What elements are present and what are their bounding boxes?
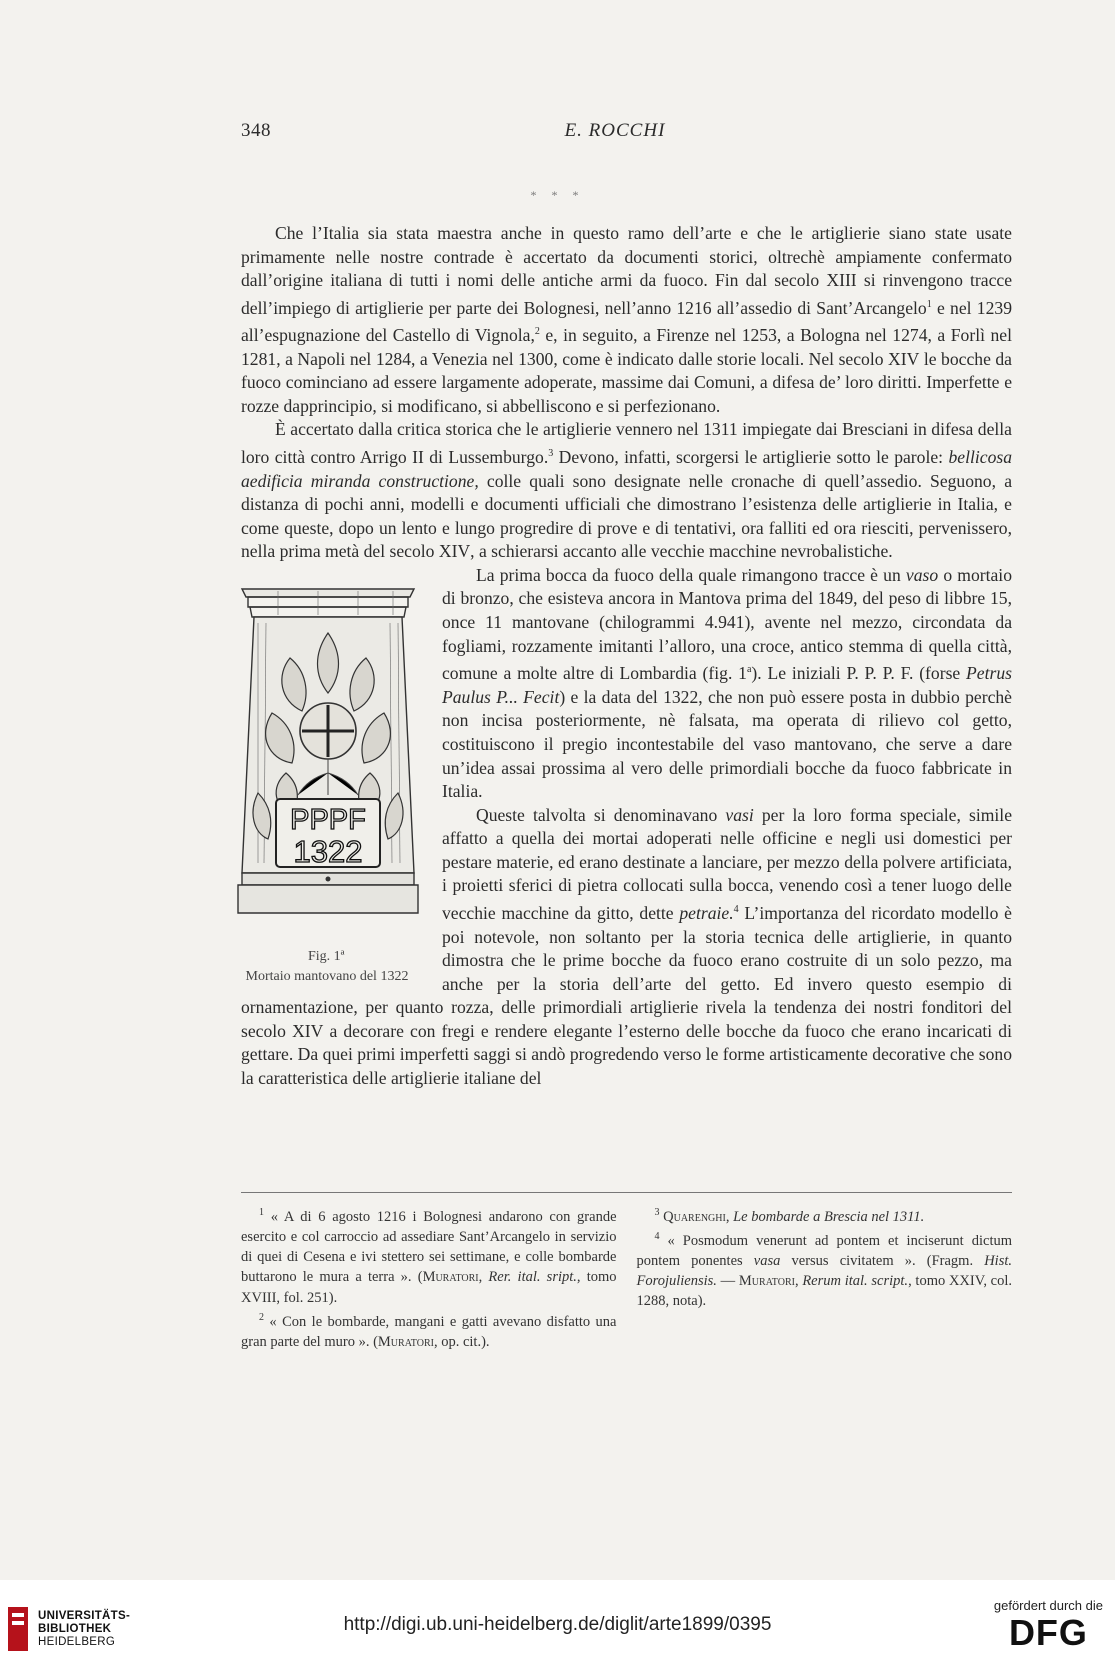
- paragraph-4: Queste talvolta si denominavano vasi per la loro forma speciale, simile affatto a quella dei mortai adoperati nelle officine e negli usi domestici per pestare materie, ed erano destinate a lanciare, per mezzo della polvere artificiata, i proietti sferici di pietra collocati sulla bocca, venendo così a tener luogo delle vecchie macchine da gitto, dette petraie.$^4$ L’importanza del ricordato modello è poi notevole, non soltanto per la storia tecnica delle artiglierie, in quanto dimostra che le prime bocche da fuoco erano costruite di un solo pezzo, ma anche per la storia dell’arte del getto. Ed invero questo esempio di ornamentazione, per quanto rozza, delle primordiali artiglierie rivela la tendenza dei nostri fonditori del secolo XIV a decorare con fregi e rendere elegante l’esterno delle bocche da fuoco che erano incaricati di gettare. Da quei primi imperfetti saggi si andò progredendo verso le forme artisticamente decorative che sono la caratteristica delle artiglierie italiane del: [241, 804, 1013, 1089]
- library-name-line-1: UNIVERSITÄTS-: [38, 1609, 131, 1622]
- paragraph-1: Che l’Italia sia stata maestra anche in questo ramo dell’arte e che le artiglierie siano state usate primamente nelle nostre contrade è accertato da documenti storici, oltrechè ampiamente confermato dall’origine italiana di tutti i nomi delle antiche armi da fuoco. Fin dal secolo XIII si rinvengono tracce dell’impiego di artiglierie per parte dei Bolognesi, nell’anno 1216 all’assedio di Sant’Arcangelo$^1$ e nel 1239 all’espugnazione del Castello di Vignola,$^2$ e, in seguito, a Firenze nel 1253, a Bologna nel 1274, a Forlì nel 1281, a Napoli nel 1284, a Venezia nel 1300, come è indicato dalle storie locali. Nel secolo XIV le bocche da fuoco cominciano ad essere largamente adoperate, massime dai Comuni, a difesa de’ loro diritti. Imperfette e rozze dapprincipio, si modificano, si abbelliscono e si perfezionano.: [241, 223, 1013, 416]
- footnote-1: $^1$ « A di 6 agosto 1216 i Bolognesi andarono con grande esercito e col carroccio ad assediare Sant’Arcangelo in servizio di quei di Cesena e ivi stettero sei settimane, e colle bombarde buttarono le mura a terra ». (Muratori, Rer. ital. sript., tomo XVIII, fol. 251).: [241, 1207, 617, 1306]
- paragraph-3: La prima bocca da fuoco della quale rimangono tracce è un vaso o mortaio di bronzo, che esisteva ancora in Mantova prima del 1849, del peso di libbre 15, once 11 mantovane (chilogrammi 4.941), avente nel mezzo, circondata da fogliami, rozzamente imitanti l’alloro, una croce, antico stemma di quella città, comune a molte altre di Lombardia (fig. 1$^a$). Le iniziali P. P. P. F. (forse Petrus Paulus P... Fecit) e la data del 1322, che non può essere posta in dubbio perchè non incisa posteriormente, nè falsata, ma operata di rilievo col getto, costituiscono il pregio incontestabile del vaso mantovano, che serve a dare un’idea assai prossima al vero delle primordiali bocche da fuoco fabbricate in Italia.: [442, 564, 1012, 802]
- footnote-ref: 1: [926, 298, 932, 310]
- inscription-initials: PPPF: [290, 803, 366, 836]
- main-text: [241, 222, 1012, 1091]
- dfg-logo-text: DFG: [1008, 1612, 1088, 1653]
- footnotes-right-column: [637, 1203, 1013, 1352]
- source-url-link[interactable]: http://digi.ub.uni-heidelberg.de/diglit/arte1899/0395: [343, 1614, 772, 1635]
- inscription-date: 1322: [293, 833, 363, 869]
- footnote-ref: 4: [733, 904, 739, 916]
- figure-label: Fig. 1ª: [308, 948, 345, 964]
- library-name-line-2: BIBLIOTHEK: [38, 1622, 112, 1635]
- figure-caption: Mortaio mantovano del 1322: [245, 968, 409, 984]
- funder-logo[interactable]: [994, 1598, 1103, 1653]
- footnote-ref: 3: [548, 448, 554, 460]
- footnotes-left-column: [241, 1203, 617, 1352]
- footnote-4: $^4$ « Posmodum venerunt ad pontem et inciserunt dictum pontem ponentes vasa versus civitatem ». (Fragm. Hist. Forojuliensis. — Muratori, Rerum ital. script., tomo XXIV, col. 1288, nota).: [636, 1231, 1013, 1310]
- page-number: 348: [241, 120, 271, 141]
- mortar-illustration: [228, 563, 426, 945]
- figure-mortar: [228, 563, 426, 987]
- footnote-divider: [241, 1192, 1012, 1193]
- footnote-ref: 2: [534, 326, 540, 338]
- footnotes: [241, 1203, 1012, 1352]
- paragraph-2: È accertato dalla critica storica che le artiglierie vennero nel 1311 impiegate dai Bresciani in difesa della loro città contro Arrigo II di Lussemburgo.$^3$ Devono, infatti, scorgersi le artiglierie sotto le parole: bellicosa aedificia miranda constructione, colle quali sono designate nelle cronache di quell’assedio. Seguono, a distanza di pochi anni, modelli e documenti ufficiali che dimostrano l’esistenza delle artiglierie in Italia, e come queste, dopo un lento e lungo progredire di prove e di tentativi, ora falliti ed ora riesciti, pervenissero, nella prima metà del secolo XIV, a schierarsi accanto alle vecchie macchine nevrobalistiche.: [241, 419, 1013, 562]
- running-title: E. ROCCHI: [564, 120, 666, 141]
- library-name-line-3: HEIDELBERG: [38, 1635, 116, 1648]
- viewer-footer: [0, 1580, 1115, 1665]
- section-separator: * * *: [530, 188, 585, 202]
- footnote-2: $^2$ « Con le bombarde, mangani e gatti avevano disfatto una gran parte del muro ». (Muratori, op. cit.).: [241, 1311, 617, 1350]
- footnote-3: $^3$ Quarenghi, Le bombarde a Brescia nel 1311.: [654, 1207, 925, 1225]
- funder-caption: gefördert durch die: [993, 1598, 1103, 1613]
- page-header: [241, 120, 989, 150]
